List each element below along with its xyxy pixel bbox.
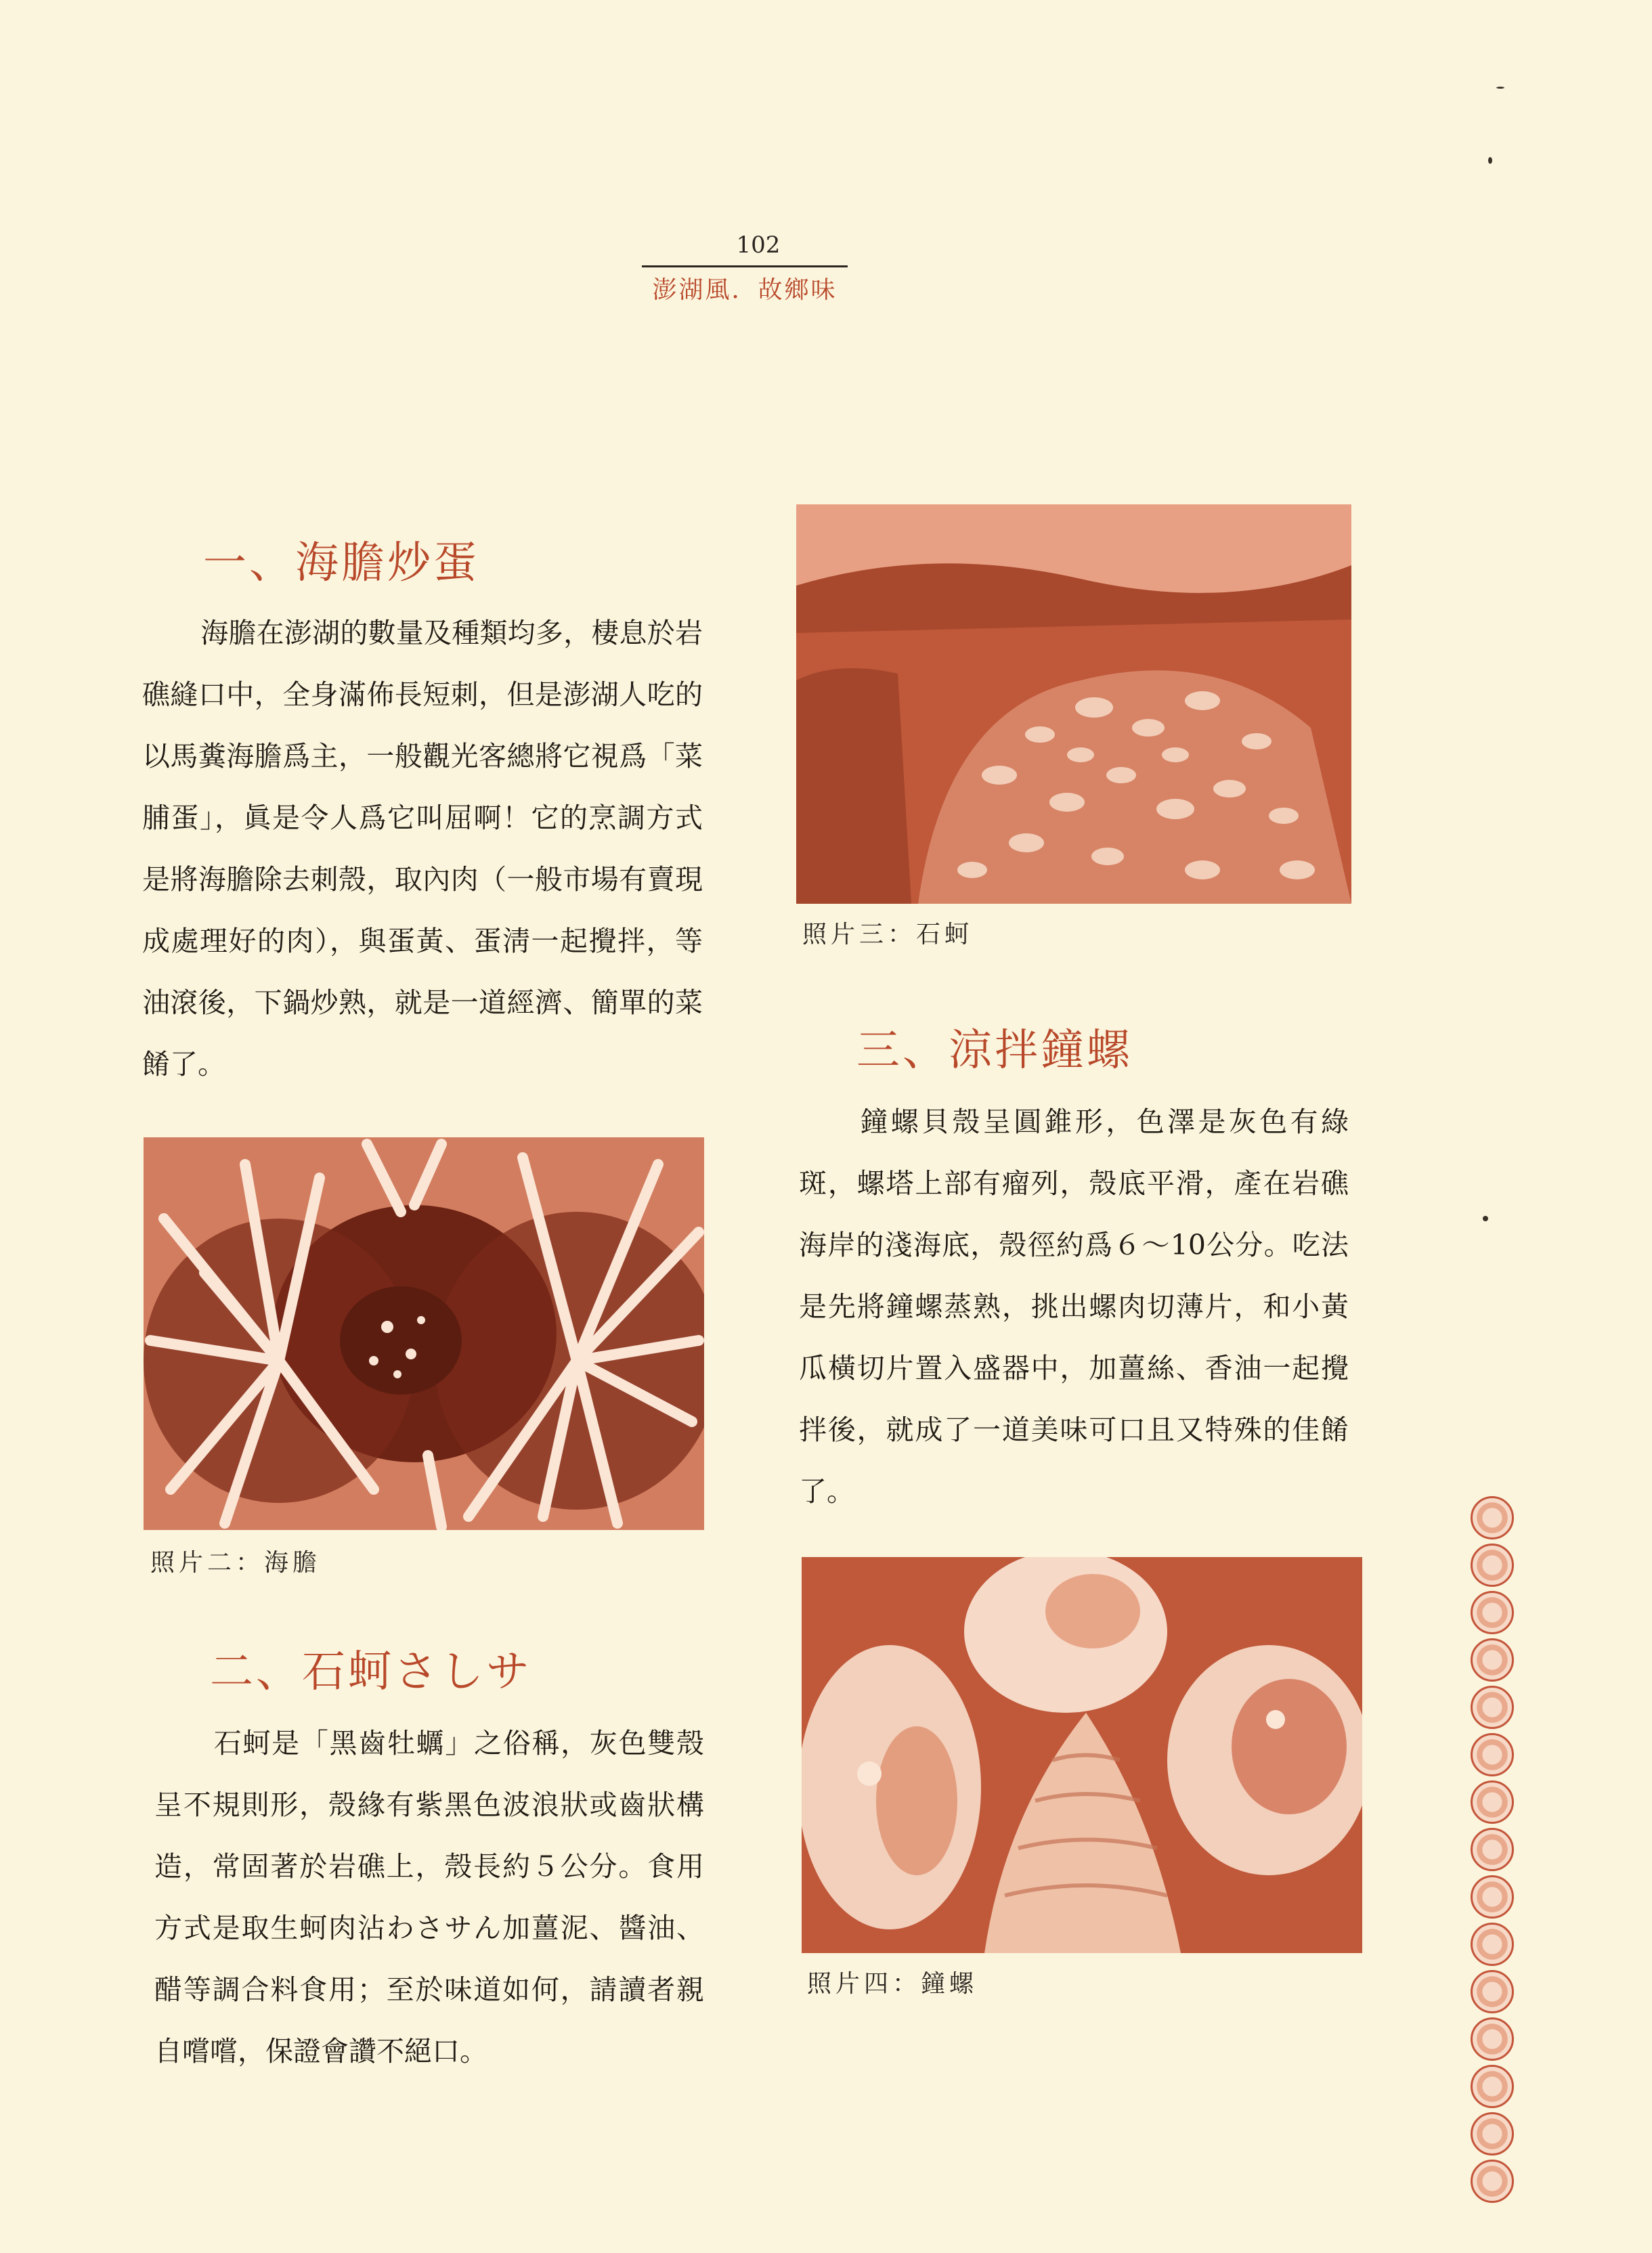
running-title: 澎湖風．故鄉味 bbox=[652, 276, 838, 304]
photo-rock-oyster bbox=[796, 504, 1351, 904]
seal-ornament bbox=[1471, 2065, 1514, 2108]
seal-ornament bbox=[1471, 1496, 1514, 1539]
scan-speck bbox=[1496, 87, 1504, 89]
header-rule bbox=[642, 265, 848, 267]
seal-ornament bbox=[1471, 1875, 1514, 1919]
section-body-top-shell bbox=[799, 1091, 1349, 1523]
photo-top-shell bbox=[802, 1557, 1362, 1953]
scan-speck bbox=[1483, 1216, 1488, 1221]
photo-caption-sea-urchin: 照片二：海膽 bbox=[150, 1549, 322, 1577]
section-body-top-shell-text: 鐘螺貝殼呈圓錐形，色澤是灰色有綠斑，螺塔上部有瘤列，殼底平滑，產在岩礁海岸的淺海底，殼徑約爲６～10公分。吃法是先將鐘螺蒸熟，挑出螺肉切薄片，和小黃瓜橫切片置入盛器中，加薑絲、香油一起攪拌後，就成了一道美味可口且又特殊的佳餚了。 bbox=[799, 1106, 1349, 1508]
section-body-sea-urchin bbox=[142, 603, 703, 1095]
photo-caption-top-shell: 照片四：鐘螺 bbox=[807, 1970, 978, 1998]
seal-ornament bbox=[1471, 1686, 1514, 1729]
page-number: 102 bbox=[736, 232, 781, 259]
photo-sea-urchin bbox=[144, 1137, 704, 1530]
scan-speck bbox=[1488, 157, 1492, 164]
section-heading-sea-urchin: 一、海膽炒蛋 bbox=[203, 538, 479, 588]
seal-ornament bbox=[1471, 1591, 1514, 1634]
seal-ornament bbox=[1471, 2112, 1514, 2156]
section-body-rock-oyster-text: 石蚵是「黑齒牡蠣」之俗稱，灰色雙殼呈不規則形，殼緣有紫黑色波浪狀或齒狀構造，常固著於岩礁上，殼長約５公分。食用方式是取生蚵肉沾わさサん加薑泥、醬油、醋等調合料食用；至於味道如何，請讀者親自嚐嚐，保證會讚不絕口。 bbox=[154, 1727, 704, 2068]
seal-ornament bbox=[1471, 2160, 1514, 2203]
seal-ornament bbox=[1471, 1544, 1514, 1587]
seal-ornament bbox=[1471, 1638, 1514, 1682]
seal-ornament bbox=[1471, 1923, 1514, 1966]
section-body-rock-oyster bbox=[154, 1713, 704, 2082]
seal-ornament bbox=[1471, 1780, 1514, 1824]
photo-caption-rock-oyster: 照片三：石蚵 bbox=[802, 921, 974, 948]
seal-ornament bbox=[1471, 1828, 1514, 1871]
section-heading-top-shell: 三、涼拌鐘螺 bbox=[856, 1026, 1133, 1076]
seal-ornament bbox=[1471, 1970, 1514, 2013]
seal-ornament bbox=[1471, 1733, 1514, 1776]
seal-ornament bbox=[1471, 2017, 1514, 2061]
decorative-seal-column bbox=[1469, 1496, 1518, 2207]
section-heading-rock-oyster: 二、石蚵さしサ bbox=[210, 1647, 532, 1697]
section-body-sea-urchin-text: 海膽在澎湖的數量及種類均多，棲息於岩礁縫口中，全身滿佈長短刺，但是澎湖人吃的以馬糞海膽爲主，一般觀光客總將它視爲「菜脯蛋」，眞是令人爲它叫屈啊！它的烹調方式是將海膽除去刺殼，取內肉（一般市場有賣現成處理好的肉），與蛋黃、蛋淸一起攪拌，等油滾後，下鍋炒熟，就是一道經濟、簡單的菜餚了。 bbox=[142, 617, 703, 1080]
